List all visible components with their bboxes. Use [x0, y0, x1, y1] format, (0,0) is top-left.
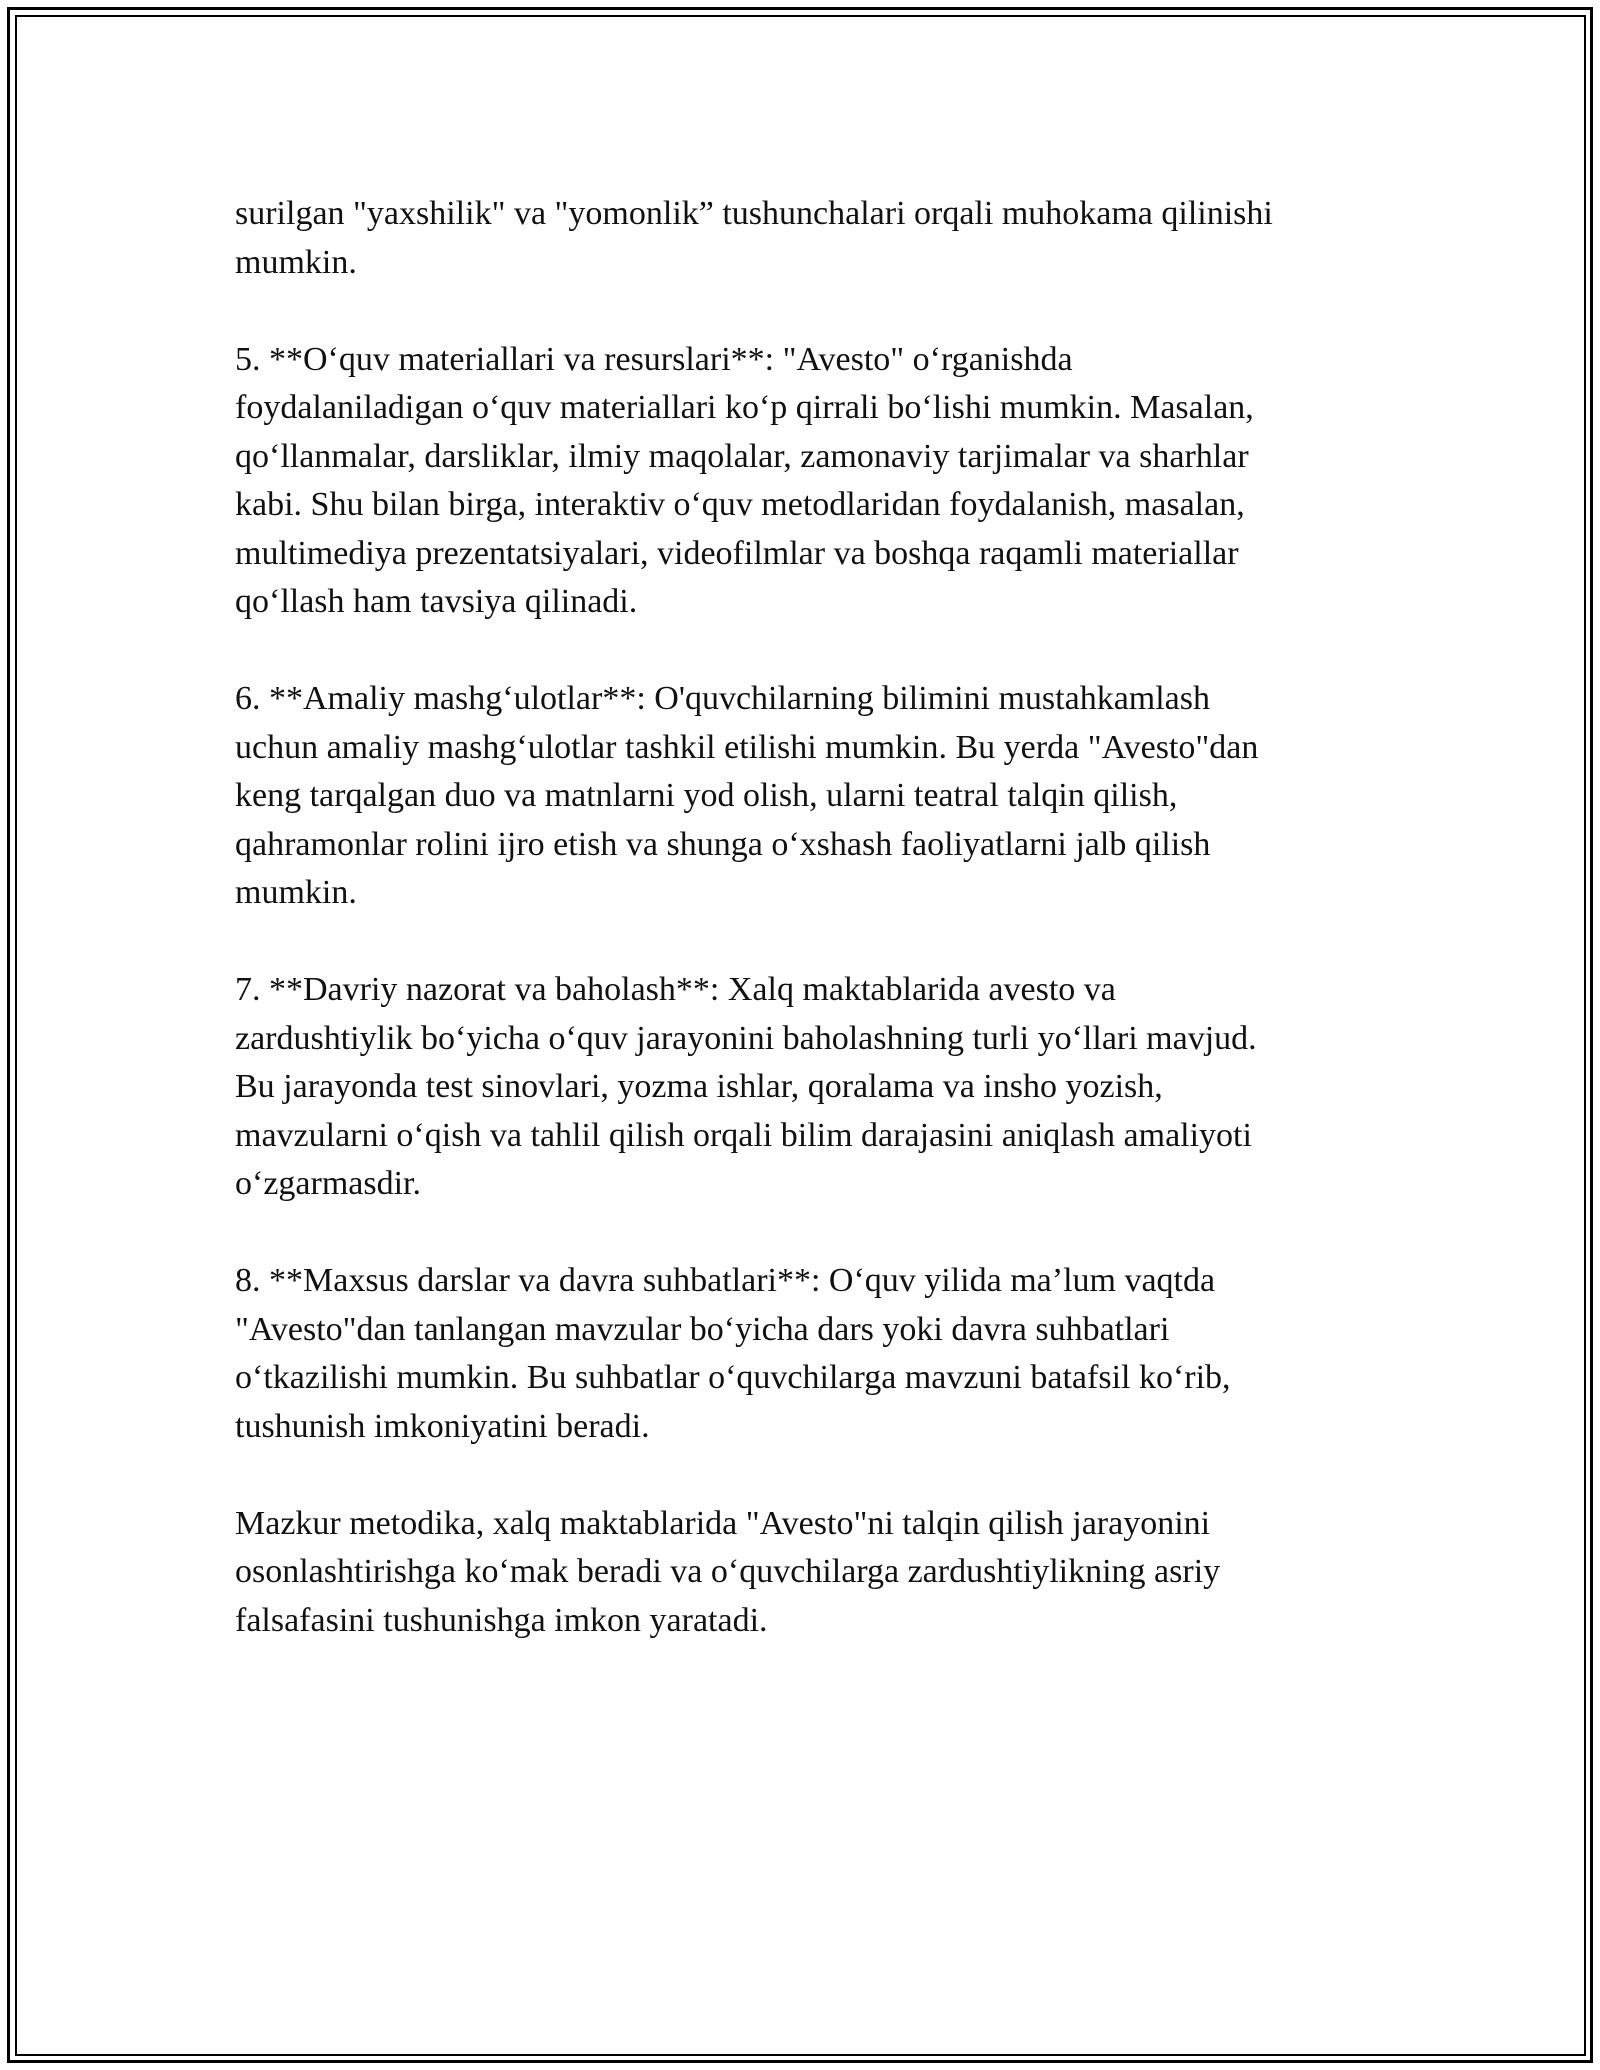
- paragraph-continuation: surilgan "yaxshilik" va "yomonlik” tushunchalari orqali muhokama qilinishi mumkin.: [235, 195, 1273, 281]
- paragraph-item-5: 5. **O‘quv materiallari va resurslari**: "Avesto" o‘rganishda foydalaniladigan o‘quv materiallari ko‘p qirrali bo‘lishi mumkin. Masalan, qo‘llanmalar, darsliklar, ilmiy maqolalar, zamonaviy tarjimalar va sharhlar kabi. Shu bilan birga, interaktiv o‘quv metodlaridan foydalanish, masalan, multimediya prezentatsiyalari, videofilmlar va boshqa raqamli materiallar qo‘llash ham tavsiya qilinadi.: [235, 340, 1254, 620]
- paragraph-conclusion: Mazkur metodika, xalq maktablarida "Avesto"ni talqin qilish jarayonini osonlashtirishga ko‘mak beradi va o‘quvchilarga zardushtiylikning asriy falsafasini tushunishga imkon yaratadi.: [235, 1504, 1221, 1639]
- paragraph-item-8: 8. **Maxsus darslar va davra suhbatlari**: O‘quv yilida ma’lum vaqtda "Avesto"dan tanlangan mavzular bo‘yicha dars yoki davra suhbatlari o‘tkazilishi mumkin. Bu suhbatlar o‘quvchilarga mavzuni batafsil ko‘rib, tushunish imkoniyatini beradi.: [235, 1262, 1231, 1445]
- document-body: [235, 190, 1365, 1694]
- paragraph-item-7: 7. **Davriy nazorat va baholash**: Xalq maktablarida avesto va zardushtiylik bo‘yicha o‘quv jarayonini baholashning turli yo‘llari mavjud. Bu jarayonda test sinovlari, yozma ishlar, qoralama va insho yozish, mavzularni o‘qish va tahlil qilish orqali bilim darajasini aniqlash amaliyoti o‘zgarmasdir.: [235, 971, 1257, 1202]
- paragraph-item-6: 6. **Amaliy mashg‘ulotlar**: O'quvchilarning bilimini mustahkamlash uchun amaliy mashg‘ulotlar tashkil etilishi mumkin. Bu yerda "Avesto"dan keng tarqalgan duo va matnlarni yod olish, ularni teatral talqin qilish, qahramonlar rolini ijro etish va shunga o‘xshash faoliyatlarni jalb qilish mumkin.: [235, 680, 1259, 911]
